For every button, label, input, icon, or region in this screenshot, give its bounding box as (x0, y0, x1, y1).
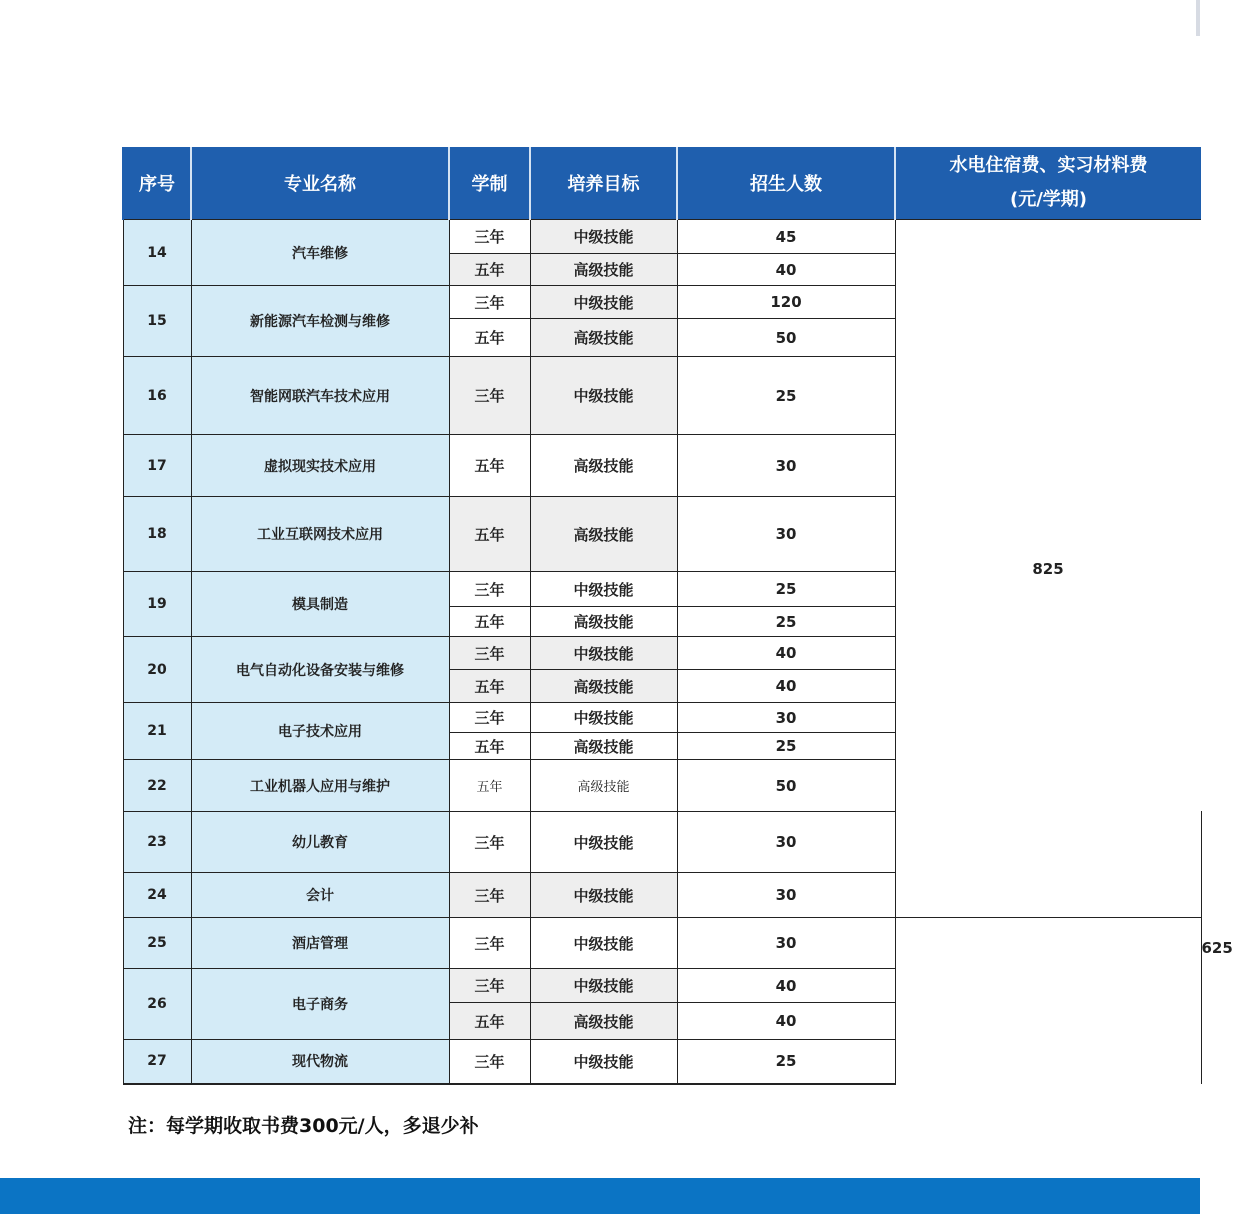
row-major: 电气自动化设备安装与维修 (191, 637, 449, 703)
row-enroll: 30 (677, 873, 895, 918)
row-goal: 高级技能 (530, 254, 677, 286)
row-major: 汽车维修 (191, 220, 449, 286)
row-major: 酒店管理 (191, 918, 449, 969)
row-enroll: 120 (677, 286, 895, 319)
row-duration: 五年 (449, 733, 530, 760)
row-enroll: 30 (677, 918, 895, 969)
row-enroll: 40 (677, 254, 895, 286)
row-index: 21 (123, 703, 191, 760)
row-goal: 高级技能 (530, 733, 677, 760)
header-fee (895, 147, 1201, 220)
row-duration: 三年 (449, 969, 530, 1003)
row-goal: 中级技能 (530, 286, 677, 319)
enrollment-table (122, 147, 1233, 1085)
row-duration: 三年 (449, 637, 530, 670)
row-goal: 中级技能 (530, 220, 677, 254)
table-header-row (123, 147, 1201, 220)
row-enroll: 30 (677, 812, 895, 873)
row-major: 幼儿教育 (191, 812, 449, 873)
row-enroll: 30 (677, 435, 895, 497)
row-major: 会计 (191, 873, 449, 918)
row-major: 虚拟现实技术应用 (191, 435, 449, 497)
row-enroll: 30 (677, 497, 895, 572)
table-row (123, 969, 1201, 1003)
row-duration: 三年 (449, 572, 530, 607)
row-major: 电子技术应用 (191, 703, 449, 760)
row-goal: 中级技能 (530, 918, 677, 969)
header-index: 序号 (123, 147, 191, 220)
row-index: 16 (123, 357, 191, 435)
header-goal: 培养目标 (530, 147, 677, 220)
row-duration: 三年 (449, 873, 530, 918)
row-duration: 三年 (449, 286, 530, 319)
header-major: 专业名称 (191, 147, 449, 220)
row-goal: 高级技能 (530, 607, 677, 637)
row-duration: 五年 (449, 670, 530, 703)
table-row (123, 1040, 1201, 1084)
row-goal: 高级技能 (530, 435, 677, 497)
row-goal: 高级技能 (530, 670, 677, 703)
row-enroll: 25 (677, 733, 895, 760)
row-index: 19 (123, 572, 191, 637)
footer-bar (0, 1178, 1200, 1214)
row-index: 27 (123, 1040, 191, 1084)
row-enroll: 40 (677, 1003, 895, 1040)
row-enroll: 40 (677, 670, 895, 703)
row-goal: 高级技能 (530, 497, 677, 572)
row-enroll: 50 (677, 760, 895, 812)
row-index: 26 (123, 969, 191, 1040)
row-index: 20 (123, 637, 191, 703)
row-duration: 五年 (449, 760, 530, 812)
footnote: 注：每学期收取书费300元/人，多退少补 (128, 1115, 479, 1137)
row-index: 15 (123, 286, 191, 357)
row-duration: 三年 (449, 812, 530, 873)
row-duration: 三年 (449, 918, 530, 969)
row-goal: 中级技能 (530, 637, 677, 670)
row-goal: 中级技能 (530, 703, 677, 733)
header-fee-line2: (元/学期) (1009, 189, 1088, 210)
row-index: 25 (123, 918, 191, 969)
row-major: 电子商务 (191, 969, 449, 1040)
row-duration: 五年 (449, 1003, 530, 1040)
row-goal: 中级技能 (530, 812, 677, 873)
row-duration: 五年 (449, 435, 530, 497)
table-row (123, 918, 1201, 969)
row-index: 24 (123, 873, 191, 918)
row-enroll: 40 (677, 637, 895, 670)
row-duration: 五年 (449, 254, 530, 286)
row-major: 新能源汽车检测与维修 (191, 286, 449, 357)
row-duration: 五年 (449, 319, 530, 357)
row-goal: 中级技能 (530, 1040, 677, 1084)
row-index: 18 (123, 497, 191, 572)
row-duration: 三年 (449, 703, 530, 733)
row-goal: 中级技能 (530, 873, 677, 918)
row-enroll: 25 (677, 572, 895, 607)
row-goal: 中级技能 (530, 357, 677, 435)
row-index: 14 (123, 220, 191, 286)
header-fee-line1: 水电住宿费、实习材料费 (949, 155, 1148, 176)
row-enroll: 45 (677, 220, 895, 254)
table-row: 23 幼儿教育 三年 中级技能 30 625 (123, 812, 1201, 873)
table-row (123, 220, 1201, 254)
row-enroll: 25 (677, 357, 895, 435)
row-enroll: 30 (677, 703, 895, 733)
header-enroll: 招生人数 (677, 147, 895, 220)
row-major: 工业机器人应用与维护 (191, 760, 449, 812)
row-duration: 三年 (449, 220, 530, 254)
page-edge-mark (1196, 0, 1200, 36)
row-enroll: 40 (677, 969, 895, 1003)
row-enroll: 25 (677, 607, 895, 637)
row-major: 现代物流 (191, 1040, 449, 1084)
row-major: 工业互联网技术应用 (191, 497, 449, 572)
row-duration: 五年 (449, 607, 530, 637)
row-goal: 高级技能 (530, 760, 677, 812)
row-index: 17 (123, 435, 191, 497)
row-goal: 中级技能 (530, 969, 677, 1003)
table-body (123, 220, 1233, 1084)
row-index: 22 (123, 760, 191, 812)
header-duration: 学制 (449, 147, 530, 220)
row-major: 模具制造 (191, 572, 449, 637)
fee-group-1: 825 (895, 220, 1201, 918)
row-goal: 高级技能 (530, 1003, 677, 1040)
row-duration: 三年 (449, 1040, 530, 1084)
row-duration: 五年 (449, 497, 530, 572)
row-goal: 高级技能 (530, 319, 677, 357)
row-goal: 中级技能 (530, 572, 677, 607)
row-major: 智能网联汽车技术应用 (191, 357, 449, 435)
row-enroll: 25 (677, 1040, 895, 1084)
row-index: 23 (123, 812, 191, 873)
row-duration: 三年 (449, 357, 530, 435)
row-enroll: 50 (677, 319, 895, 357)
